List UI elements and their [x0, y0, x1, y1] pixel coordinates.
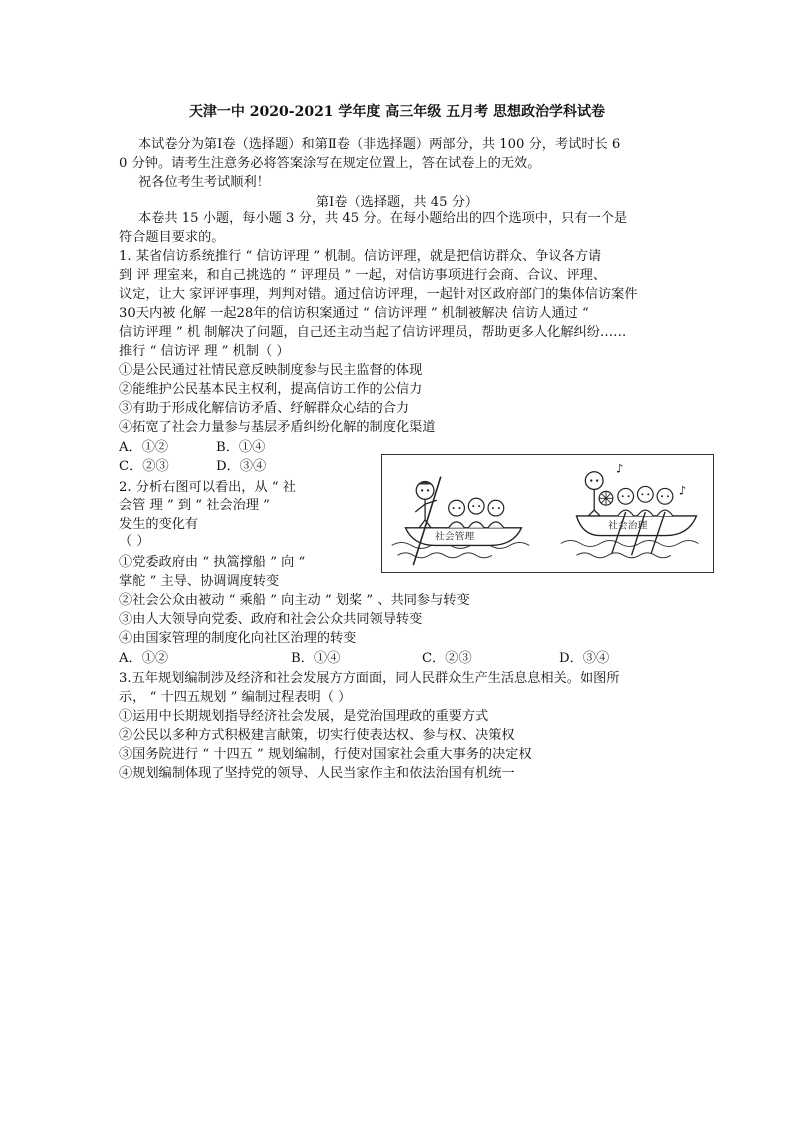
intro-line: 0 分钟。请考生注意务必将答案涂写在规定位置上，答在试卷上的无效。 [119, 156, 541, 171]
q3-option: ②公民以多种方式积极建言献策，切实行使表达权、参与权、决策权 [119, 728, 515, 743]
section-desc-line: 符合题目要求的。 [119, 230, 225, 245]
q2-choice-b: B．①④ [291, 651, 341, 666]
q3-option: ④规划编制体现了坚持党的领导、人民当家作主和依法治国有机统一 [119, 766, 515, 781]
q1-option: ④拓宽了社会力量参与基层矛盾纠纷化解的制度化渠道 [119, 420, 436, 435]
q1-stem-line: 1. 某省信访系统推行 “ 信访评理 ” 机制。信访评理，就是把信访群众、争议各方请 [119, 249, 602, 264]
figure-label-right: 社会治理 [607, 520, 648, 532]
q3-stem-line: 3.五年规划编制涉及经济和社会发展方方面面，同人民群众生产生活息息相关。如图所 [119, 671, 620, 686]
q1-option: ②能维护公民基本民主权利，提高信访工作的公信力 [119, 382, 423, 397]
q1-choice-d: D．③④ [216, 459, 267, 474]
boat-cartoon-figure [381, 454, 714, 573]
q2-choice-d: D．③④ [559, 651, 610, 666]
q2-stem-line: 会管 理 ” 到 “ 社会治理 ” [119, 498, 270, 513]
q2-stem-line: 2. 分析右图可以看出，从 “ 社 [119, 480, 296, 495]
q2-stem-line: （ ） [119, 534, 150, 549]
q1-stem-line: 30天内被 化解 一起28年的信访积案通过 “ 信访评理 ” 机制被解决 信访人通过 “ [119, 306, 589, 321]
q2-option: ④由国家管理的制度化向社区治理的转变 [119, 631, 357, 646]
q2-choice-a: A．①② [119, 651, 169, 666]
q2-option: 掌舵 ” 主导、协调调度转变 [119, 574, 280, 589]
section-title: 第Ⅰ卷（选择题，共 45 分） [315, 195, 479, 210]
q3-option: ③国务院进行 “ 十四五 ” 规划编制，行使对国家社会重大事务的决定权 [119, 747, 532, 762]
intro-line: 祝各位考生考试顺利！ [138, 175, 270, 190]
figure-label-left: 社会管理 [434, 531, 475, 543]
q3-stem-line: 示， “ 十四五规划 ” 编制过程表明（ ） [119, 690, 352, 705]
q1-stem-line: 信访评理 ” 机 制解决了问题，自己还主动当起了信访评理员，帮助更多人化解纠纷…… [119, 325, 627, 340]
q1-option: ③有助于形成化解信访矛盾、纾解群众心结的合力 [119, 401, 410, 416]
q1-stem-line: 议定，让大 家评评事理，判判对错。通过信访评理，一起针对区政府部门的集体信访案件 [119, 287, 638, 302]
q1-choice-c: C．②③ [119, 459, 169, 474]
q3-option: ①运用中长期规划指导经济社会发展，是党治国理政的重要方式 [119, 709, 489, 724]
intro-line: 本试卷分为第Ⅰ卷（选择题）和第Ⅱ卷（非选择题）两部分，共 100 分，考试时长 6 [138, 137, 621, 152]
q1-option: ①是公民通过社情民意反映制度参与民主监督的体现 [119, 363, 423, 378]
q2-option: ②社会公众由被动 “ 乘船 ” 向主动 “ 划桨 ” 、共同参与转变 [119, 593, 470, 608]
q1-choice-b: B．①④ [216, 440, 266, 455]
q2-stem-line: 发生的变化有 [119, 517, 199, 532]
q1-stem-line: 到 评 理室来，和自己挑选的 “ 评理员 ” 一起，对信访事项进行会商、合议、评理、 [119, 268, 607, 283]
exam-title: 天津一中 2020-2021 学年度 高三年级 五月考 思想政治学科试卷 [188, 104, 606, 120]
svg-text:♪: ♪ [615, 461, 624, 476]
svg-text:♪: ♪ [678, 483, 687, 498]
q2-choice-c: C．②③ [422, 651, 472, 666]
q1-stem-line: 推行 “ 信访评 理 ” 机制（ ） [119, 344, 290, 359]
q1-choice-a: A．①② [119, 440, 169, 455]
section-desc-line: 本卷共 15 小题，每小题 3 分，共 45 分。在每小题给出的四个选项中，只有一个是 [138, 211, 628, 226]
q2-option: ①党委政府由 “ 执篙撑船 ” 向 “ [119, 555, 306, 570]
q2-option: ③由人大领导向党委、政府和社会公众共同领导转变 [119, 612, 423, 627]
